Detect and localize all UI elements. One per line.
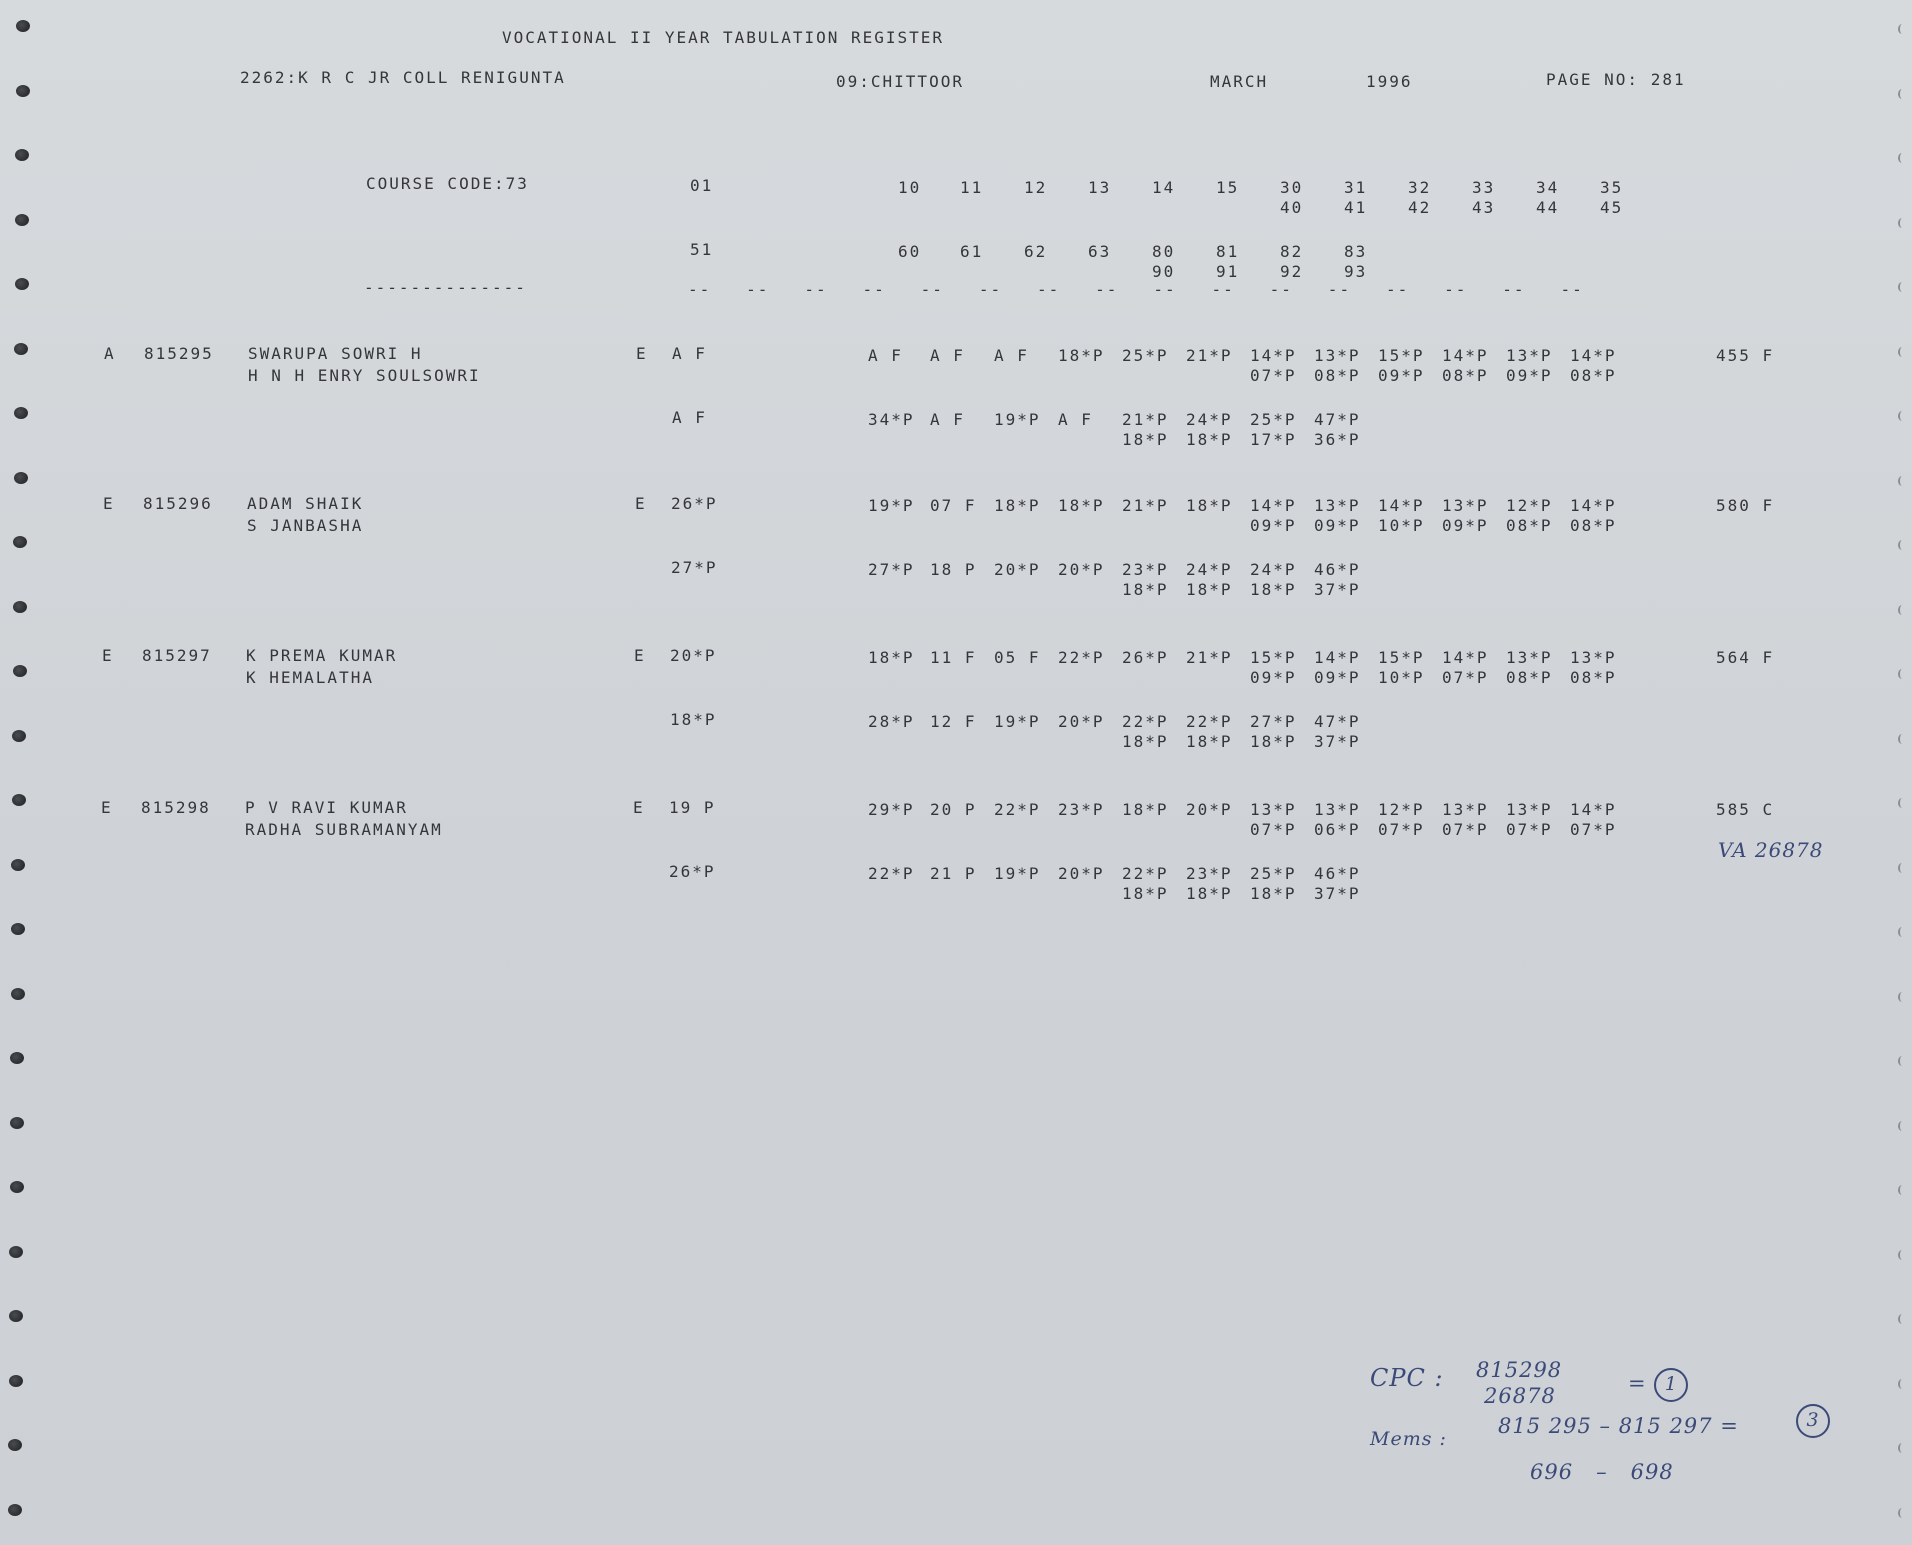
- subject-mark: 14*P: [1442, 346, 1489, 365]
- column-header: 51: [690, 240, 714, 259]
- subject-mark: 18*P: [1250, 884, 1297, 903]
- subject-mark: 19*P: [868, 496, 915, 515]
- subject-mark: 21*P: [1122, 410, 1169, 429]
- parent-name: S JANBASHA: [247, 516, 364, 535]
- column-header: 80: [1152, 242, 1176, 261]
- subject-mark: 18*P: [1250, 580, 1297, 599]
- edge-perforation: [1898, 1379, 1906, 1389]
- student-regno: 815297: [142, 646, 212, 665]
- subject-mark: 25*P: [1122, 346, 1169, 365]
- column-header: 34: [1536, 178, 1560, 197]
- subject-mark: 23*P: [1186, 864, 1233, 883]
- subject-mark: 47*P: [1314, 410, 1361, 429]
- subject-mark: 13*P: [1442, 800, 1489, 819]
- edge-perforation: [1898, 1508, 1906, 1518]
- subject-mark: 07*P: [1250, 820, 1297, 839]
- subject-mark: 07*P: [1250, 366, 1297, 385]
- edge-perforation: [1898, 927, 1906, 937]
- column-header: 92: [1280, 262, 1304, 281]
- column-header: 61: [960, 242, 984, 261]
- subject-mark: 18*P: [1122, 732, 1169, 751]
- subject-51-mark: 26*P: [669, 862, 716, 881]
- subject-mark: 20*P: [1186, 800, 1233, 819]
- perforation-hole: [16, 20, 30, 32]
- perforation-hole: [15, 149, 29, 161]
- subject-mark: 18*P: [1122, 884, 1169, 903]
- college-code: 2262:K R C JR COLL RENIGUNTA: [240, 68, 566, 87]
- edge-perforation: [1898, 1056, 1906, 1066]
- subject-mark: 10*P: [1378, 668, 1425, 687]
- perforation-hole: [15, 214, 29, 226]
- column-header: 33: [1472, 178, 1496, 197]
- subject-mark: 14*P: [1570, 346, 1617, 365]
- subject-mark: 20*P: [1058, 712, 1105, 731]
- subject-mark: 20 P: [930, 800, 977, 819]
- edge-perforation: [1898, 863, 1906, 873]
- perforation-hole: [11, 859, 25, 871]
- student-category: E: [102, 646, 114, 665]
- subject-mark: 24*P: [1186, 410, 1233, 429]
- perforation-hole: [14, 407, 28, 419]
- page-number: PAGE NO: 281: [1546, 70, 1686, 89]
- edge-perforation: [1898, 1185, 1906, 1195]
- column-header: 93: [1344, 262, 1368, 281]
- column-header: 63: [1088, 242, 1112, 261]
- subject-mark: 24*P: [1250, 560, 1297, 579]
- subject-mark: 18*P: [1186, 884, 1233, 903]
- subject-mark: 13*P: [1570, 648, 1617, 667]
- column-separator: -- -- -- -- -- -- -- -- -- -- -- -- -- -- -- --: [688, 280, 1584, 299]
- subject-mark: 18*P: [994, 496, 1041, 515]
- perforation-hole: [15, 278, 29, 290]
- subject-mark: 09*P: [1442, 516, 1489, 535]
- parent-name: K HEMALATHA: [246, 668, 374, 687]
- edge-perforation: [1898, 411, 1906, 421]
- subject-mark: 22*P: [1122, 864, 1169, 883]
- edge-perforation: [1898, 669, 1906, 679]
- column-header: 41: [1344, 198, 1368, 217]
- perforation-hole: [14, 472, 28, 484]
- subject-mark: 18*P: [1058, 496, 1105, 515]
- subject-mark: 09*P: [1250, 668, 1297, 687]
- total-result: 580 F: [1716, 496, 1775, 515]
- column-header: 60: [898, 242, 922, 261]
- edge-perforation: [1898, 1121, 1906, 1131]
- subject-mark: 14*P: [1570, 800, 1617, 819]
- subject-mark: 18*P: [1058, 346, 1105, 365]
- subject-mark: 08*P: [1506, 516, 1553, 535]
- perforation-hole: [13, 601, 27, 613]
- perforation-hole: [9, 1246, 23, 1258]
- student-category: E: [101, 798, 113, 817]
- subject-mark: 14*P: [1250, 346, 1297, 365]
- district-code: 09:CHITTOOR: [836, 72, 964, 91]
- subject-mark: A F: [868, 346, 903, 365]
- edge-perforation: [1898, 347, 1906, 357]
- column-header: 42: [1408, 198, 1432, 217]
- perforation-hole: [12, 730, 26, 742]
- subject-mark: 20*P: [1058, 864, 1105, 883]
- subject-mark: 18 P: [930, 560, 977, 579]
- subject-mark: 27*P: [868, 560, 915, 579]
- subject-mark: 29*P: [868, 800, 915, 819]
- subject-mark: 06*P: [1314, 820, 1361, 839]
- edge-perforation: [1898, 734, 1906, 744]
- perforation-hole: [8, 1504, 22, 1516]
- subject-mark: 47*P: [1314, 712, 1361, 731]
- subject-mark: 22*P: [1122, 712, 1169, 731]
- subject-mark: 09*P: [1506, 366, 1553, 385]
- column-header: 14: [1152, 178, 1176, 197]
- subject-mark: 07*P: [1570, 820, 1617, 839]
- subject-mark: 09*P: [1314, 668, 1361, 687]
- subject-mark: 14*P: [1314, 648, 1361, 667]
- subject-mark: 08*P: [1314, 366, 1361, 385]
- student-name: SWARUPA SOWRI H: [248, 344, 423, 363]
- total-result: 585 C: [1716, 800, 1775, 819]
- column-header: 32: [1408, 178, 1432, 197]
- handwritten-mems-label: Mems :: [1370, 1428, 1447, 1450]
- handwritten-mems-range: 815 295 – 815 297 =: [1498, 1414, 1739, 1438]
- course-code: COURSE CODE:73: [366, 174, 529, 193]
- subject-mark: A F: [930, 410, 965, 429]
- student-regno: 815298: [141, 798, 211, 817]
- edge-perforation: [1898, 1314, 1906, 1324]
- subject-mark: 08*P: [1570, 516, 1617, 535]
- subject-mark: 22*P: [994, 800, 1041, 819]
- subject-mark: 46*P: [1314, 864, 1361, 883]
- exam-year: 1996: [1366, 72, 1413, 91]
- perforation-hole: [9, 1310, 23, 1322]
- subject-mark: 13*P: [1506, 648, 1553, 667]
- edge-perforation: [1898, 24, 1906, 34]
- subject-mark: 13*P: [1506, 800, 1553, 819]
- subject-mark: 09*P: [1250, 516, 1297, 535]
- subject-mark: 23*P: [1058, 800, 1105, 819]
- subject-mark: 18*P: [1186, 580, 1233, 599]
- subject-mark: 18*P: [1186, 496, 1233, 515]
- medium-code: E: [635, 494, 647, 513]
- subject-mark: 13*P: [1442, 496, 1489, 515]
- subject-mark: 15*P: [1378, 648, 1425, 667]
- handwritten-va-note: VA 26878: [1718, 838, 1824, 862]
- edge-perforation: [1898, 992, 1906, 1002]
- edge-perforation: [1898, 605, 1906, 615]
- exam-month: MARCH: [1210, 72, 1269, 91]
- subject-mark: 21*P: [1186, 648, 1233, 667]
- subject-mark: 18*P: [1122, 580, 1169, 599]
- subject-mark: 07*P: [1442, 820, 1489, 839]
- edge-perforation: [1898, 1250, 1906, 1260]
- subject-mark: 14*P: [1250, 496, 1297, 515]
- subject-51-mark: A F: [672, 408, 707, 427]
- subject-mark: 19*P: [994, 864, 1041, 883]
- column-header: 40: [1280, 198, 1304, 217]
- subject-51-mark: 18*P: [670, 710, 717, 729]
- subject-mark: 08*P: [1506, 668, 1553, 687]
- column-header: 83: [1344, 242, 1368, 261]
- subject-mark: 18*P: [1122, 800, 1169, 819]
- student-category: E: [103, 494, 115, 513]
- perforation-hole: [13, 536, 27, 548]
- subject-mark: 19*P: [994, 410, 1041, 429]
- subject-mark: 07*P: [1442, 668, 1489, 687]
- subject-mark: 46*P: [1314, 560, 1361, 579]
- subject-mark: 21*P: [1122, 496, 1169, 515]
- subject-mark: 15*P: [1250, 648, 1297, 667]
- subject-mark: 13*P: [1314, 496, 1361, 515]
- subject-mark: 37*P: [1314, 732, 1361, 751]
- subject-mark: 18*P: [1122, 430, 1169, 449]
- handwritten-mems-sub: 696 – 698: [1530, 1460, 1674, 1484]
- subject-mark: 23*P: [1122, 560, 1169, 579]
- perforation-hole: [10, 1181, 24, 1193]
- subject-mark: 15*P: [1378, 346, 1425, 365]
- subject-mark: A F: [930, 346, 965, 365]
- subject-mark: 11 F: [930, 648, 977, 667]
- subject-mark: 25*P: [1250, 864, 1297, 883]
- edge-perforation: [1898, 1443, 1906, 1453]
- subject-mark: 12 F: [930, 712, 977, 731]
- subject-mark: 22*P: [1186, 712, 1233, 731]
- subject-mark: 13*P: [1314, 346, 1361, 365]
- subject-mark: 37*P: [1314, 884, 1361, 903]
- subject-mark: 12*P: [1506, 496, 1553, 515]
- perforation-hole: [11, 988, 25, 1000]
- subject-mark: 13*P: [1250, 800, 1297, 819]
- subject-mark: 28*P: [868, 712, 915, 731]
- perforation-hole: [12, 794, 26, 806]
- subject-mark: 20*P: [1058, 560, 1105, 579]
- student-name: K PREMA KUMAR: [246, 646, 398, 665]
- edge-perforation: [1898, 153, 1906, 163]
- subject-mark: 37*P: [1314, 580, 1361, 599]
- perforation-hole: [16, 85, 30, 97]
- handwritten-mems-count: 3: [1796, 1404, 1830, 1438]
- subject-mark: 07*P: [1378, 820, 1425, 839]
- total-result: 455 F: [1716, 346, 1775, 365]
- column-header: 30: [1280, 178, 1304, 197]
- perforation-hole: [10, 1052, 24, 1064]
- subject-mark: 34*P: [868, 410, 915, 429]
- student-name: P V RAVI KUMAR: [245, 798, 408, 817]
- edge-perforation: [1898, 89, 1906, 99]
- subject-mark: A F: [994, 346, 1029, 365]
- perforation-hole: [10, 1117, 24, 1129]
- edge-perforation: [1898, 218, 1906, 228]
- subject-01-mark: 26*P: [671, 494, 718, 513]
- total-result: 564 F: [1716, 648, 1775, 667]
- edge-perforation: [1898, 540, 1906, 550]
- subject-mark: 08*P: [1570, 668, 1617, 687]
- medium-code: E: [633, 798, 645, 817]
- subject-mark: 14*P: [1442, 648, 1489, 667]
- column-header: 45: [1600, 198, 1624, 217]
- subject-mark: 21*P: [1186, 346, 1233, 365]
- perforation-hole: [13, 665, 27, 677]
- column-header: 43: [1472, 198, 1496, 217]
- perforation-hole: [11, 923, 25, 935]
- subject-mark: 09*P: [1378, 366, 1425, 385]
- column-header: 31: [1344, 178, 1368, 197]
- student-name: ADAM SHAIK: [247, 494, 364, 513]
- parent-name: RADHA SUBRAMANYAM: [245, 820, 443, 839]
- subject-01-mark: A F: [672, 344, 707, 363]
- subject-mark: 19*P: [994, 712, 1041, 731]
- column-header: 01: [690, 176, 714, 195]
- subject-mark: 07 F: [930, 496, 977, 515]
- column-header: 44: [1536, 198, 1560, 217]
- parent-name: H N H ENRY SOULSOWRI: [248, 366, 481, 385]
- subject-mark: 21 P: [930, 864, 977, 883]
- column-header: 35: [1600, 178, 1624, 197]
- handwritten-cpc-reg: 815298: [1476, 1358, 1563, 1382]
- handwritten-cpc-label: CPC :: [1370, 1364, 1444, 1392]
- column-header: 12: [1024, 178, 1048, 197]
- subject-mark: 18*P: [1186, 732, 1233, 751]
- column-header: 62: [1024, 242, 1048, 261]
- perforation-hole: [9, 1375, 23, 1387]
- column-header: 81: [1216, 242, 1240, 261]
- subject-mark: 14*P: [1378, 496, 1425, 515]
- subject-mark: 07*P: [1506, 820, 1553, 839]
- subject-mark: 10*P: [1378, 516, 1425, 535]
- subject-51-mark: 27*P: [671, 558, 718, 577]
- column-header: 10: [898, 178, 922, 197]
- student-regno: 815296: [143, 494, 213, 513]
- course-underline: --------------: [364, 278, 527, 297]
- subject-mark: 13*P: [1506, 346, 1553, 365]
- subject-mark: 20*P: [994, 560, 1041, 579]
- register-title: VOCATIONAL II YEAR TABULATION REGISTER: [502, 28, 945, 47]
- medium-code: E: [636, 344, 648, 363]
- subject-mark: 18*P: [1186, 430, 1233, 449]
- subject-mark: 25*P: [1250, 410, 1297, 429]
- subject-mark: A F: [1058, 410, 1093, 429]
- handwritten-cpc-no: 26878: [1484, 1384, 1556, 1408]
- subject-mark: 18*P: [1250, 732, 1297, 751]
- column-header: 11: [960, 178, 984, 197]
- subject-mark: 36*P: [1314, 430, 1361, 449]
- subject-mark: 13*P: [1314, 800, 1361, 819]
- subject-mark: 22*P: [1058, 648, 1105, 667]
- column-header: 13: [1088, 178, 1112, 197]
- medium-code: E: [634, 646, 646, 665]
- subject-mark: 24*P: [1186, 560, 1233, 579]
- subject-mark: 27*P: [1250, 712, 1297, 731]
- subject-mark: 26*P: [1122, 648, 1169, 667]
- subject-mark: 08*P: [1570, 366, 1617, 385]
- column-header: 91: [1216, 262, 1240, 281]
- handwritten-cpc-count: = 1: [1628, 1368, 1688, 1402]
- subject-mark: 14*P: [1570, 496, 1617, 515]
- perforation-hole: [8, 1439, 22, 1451]
- column-header: 15: [1216, 178, 1240, 197]
- perforation-hole: [14, 343, 28, 355]
- subject-mark: 18*P: [868, 648, 915, 667]
- student-regno: 815295: [144, 344, 214, 363]
- student-category: A: [104, 344, 116, 363]
- column-header: 82: [1280, 242, 1304, 261]
- subject-mark: 05 F: [994, 648, 1041, 667]
- subject-mark: 09*P: [1314, 516, 1361, 535]
- column-header: 90: [1152, 262, 1176, 281]
- edge-perforation: [1898, 798, 1906, 808]
- subject-mark: 22*P: [868, 864, 915, 883]
- subject-mark: 12*P: [1378, 800, 1425, 819]
- edge-perforation: [1898, 282, 1906, 292]
- edge-perforation: [1898, 476, 1906, 486]
- subject-01-mark: 20*P: [670, 646, 717, 665]
- subject-01-mark: 19 P: [669, 798, 716, 817]
- subject-mark: 17*P: [1250, 430, 1297, 449]
- subject-mark: 08*P: [1442, 366, 1489, 385]
